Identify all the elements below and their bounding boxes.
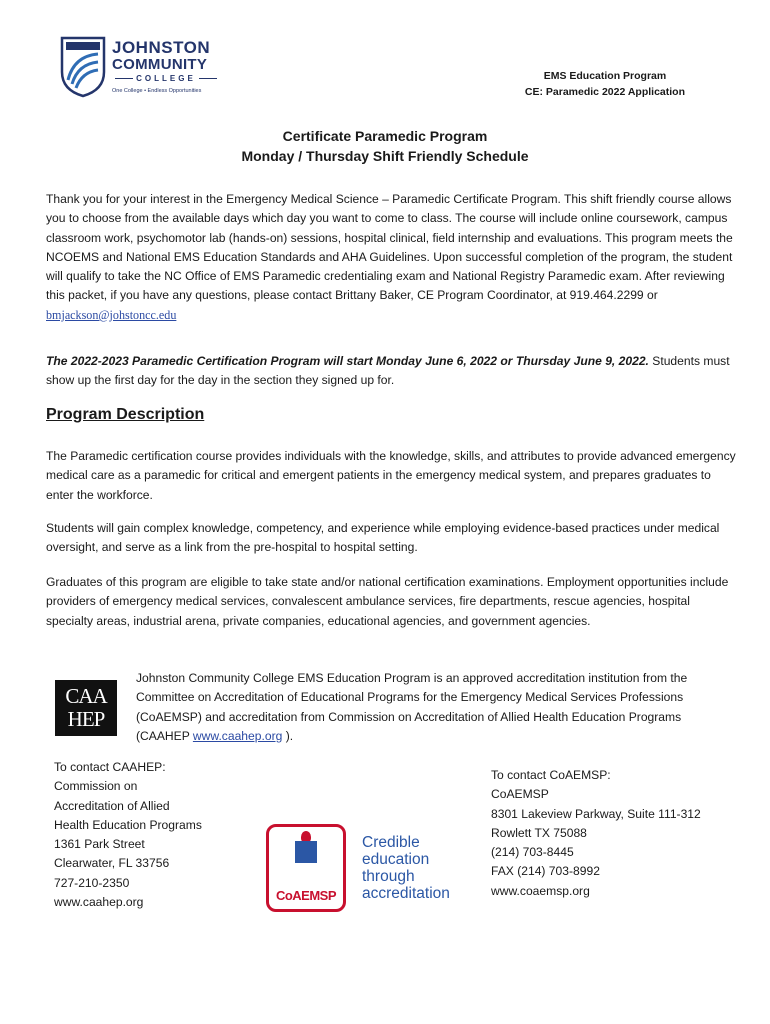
- caahep-logo: [55, 680, 117, 736]
- intro-text: Thank you for your interest in the Emergency Medical Science – Paramedic Certificate Program. This shift friendly course allows you to choose from the available days which day you want to come to class. The course will include online coursework, campus classroom work, psychomotor lab (hands-on) sessions, hospital clinical, field internship and evaluations. This program meets the NCOEMS and National EMS Education Standards and AHA Guidelines. Upon successful completion of the program, the student will qualify to take the NC Office of EMS Paramedic credentialing exam and National Registry Paramedic exam. After reviewing this packet, if you have any questions, please contact Brittany Baker, CE Program Coordinator, at 919.464.2299 or: [46, 192, 733, 303]
- coaemsp-slogan: [362, 834, 450, 902]
- slogan-line: Credible: [362, 834, 420, 851]
- coaemsp-contact-line: To contact CoAEMSP:: [491, 768, 611, 782]
- title-line1: Certificate Paramedic Program: [282, 128, 488, 144]
- title-line2: Monday / Thursday Shift Friendly Schedule: [241, 148, 529, 164]
- program-description-heading: Program Description: [46, 406, 205, 423]
- coaemsp-contact-website: www.coaemsp.org: [491, 883, 590, 898]
- header-program-info: [525, 68, 685, 100]
- coaemsp-contact-line: (214) 703-8445: [491, 845, 574, 860]
- caahep-contact-website: www.caahep.org: [54, 895, 144, 910]
- slogan-line: through: [362, 868, 415, 885]
- coaemsp-wordmark: CoAEMSP: [275, 888, 337, 903]
- caahep-link[interactable]: www.caahep.org: [192, 728, 283, 743]
- caahep-contact-line: 1361 Park Street: [54, 837, 145, 852]
- caahep-contact-line: Health Education Programs: [54, 817, 202, 832]
- accreditation-paragraph: [136, 669, 736, 746]
- caahep-contact-line: Accreditation of Allied: [54, 798, 170, 813]
- coaemsp-contact-line: CoAEMSP: [491, 787, 549, 802]
- intro-paragraph: [46, 190, 736, 325]
- slogan-line: accreditation: [362, 885, 450, 902]
- header-application: CE: Paramedic 2022 Application: [524, 86, 685, 98]
- coaemsp-badge: [266, 824, 346, 912]
- start-date-paragraph: [46, 352, 736, 391]
- logo-name-line1: JOHNSTON: [112, 38, 211, 57]
- slogan-line: education: [362, 851, 430, 868]
- header-program: EMS Education Program: [543, 70, 667, 82]
- accreditation-text: Johnston Community College EMS Education Program is an approved accreditation institution from the Committee on Accreditation of Educational Programs for the Emergency Medical Services Professions (CoAEMSP) and accreditation from Commission on Accreditation of Allied Health Education Programs (CAAHEP: [136, 671, 688, 743]
- start-date-rest: Students must show up the first day for the day in the section they signed up for.: [46, 354, 730, 388]
- accreditation-after: ).: [282, 728, 294, 743]
- page-title: [0, 126, 770, 166]
- coaemsp-contact-line: FAX (214) 703-8992: [491, 864, 600, 879]
- college-logo: [60, 36, 220, 102]
- caahep-contact: [54, 758, 202, 912]
- star-of-life-icon: [295, 841, 317, 863]
- caahep-contact-line: Clearwater, FL 33756: [54, 856, 170, 871]
- logo-tagline: One College • Endless Opportunities: [112, 88, 202, 94]
- start-date-bold: The 2022-2023 Paramedic Certification Program will start Monday June 6, 2022 or Thursday June 9, 2022.: [46, 354, 649, 368]
- program-description-p3: Graduates of this program are eligible to take state and/or national certification examinations. Employment opportunities include providers of emergency medical services, convalescent ambulance services, fire departments, rescue agencies, hospital specialty areas, industrial arena, private companies, educational agencies, and government agencies.: [46, 575, 729, 628]
- caahep-contact-line: Commission on: [54, 779, 138, 794]
- logo-name-line3: COLLEGE: [112, 74, 220, 83]
- coaemsp-contact-line: 8301 Lakeview Parkway, Suite 111-312: [491, 806, 701, 821]
- coaemsp-contact-line: Rowlett TX 75088: [491, 825, 587, 840]
- program-description-p1: The Paramedic certification course provides individuals with the knowledge, skills, and attributes to provide advanced emergency medical care as a paramedic for critical and emergent patients in the emergency medical system, and prepares graduates to enter the workforce.: [46, 449, 736, 502]
- logo-name-line2: COMMUNITY: [112, 56, 208, 73]
- program-description-p2: Students will gain complex knowledge, competency, and experience while employing evidence-based practices under medical oversight, and serve as a link from the pre-hospital to hospital setting.: [46, 521, 720, 555]
- caahep-logo-text: CAA HEP: [65, 684, 107, 731]
- email-link[interactable]: bmjackson@johstoncc.edu: [46, 307, 177, 322]
- caahep-contact-line: 727-210-2350: [54, 875, 130, 890]
- caahep-contact-line: To contact CAAHEP:: [54, 760, 166, 774]
- coaemsp-contact: [491, 766, 701, 901]
- coaemsp-logo: [266, 822, 450, 914]
- college-crest-icon: [60, 36, 106, 98]
